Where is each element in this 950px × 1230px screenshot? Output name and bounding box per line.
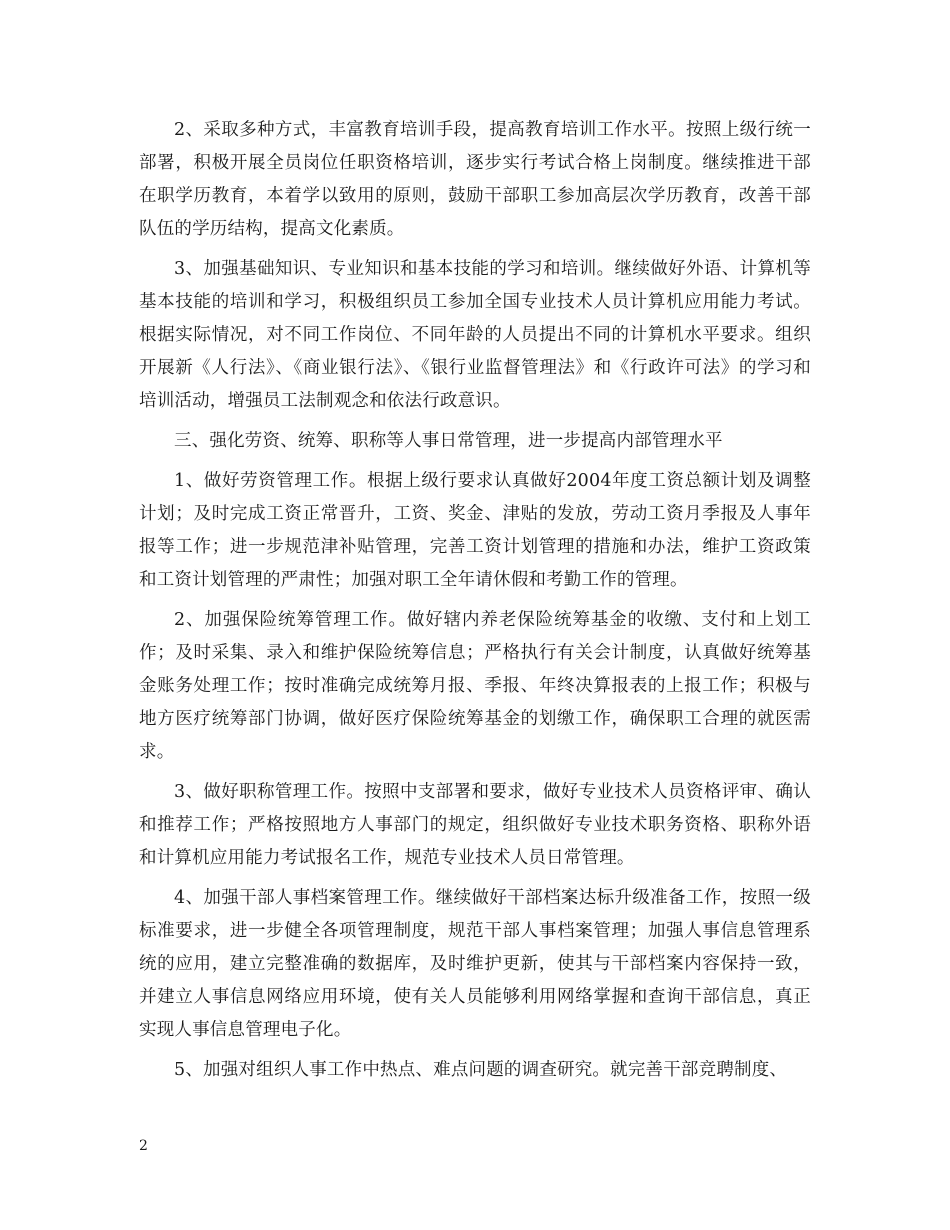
paragraph-professional-titles: 3、做好职称管理工作。按照中支部署和要求，做好专业技术人员资格评审、确认和推荐工作；严格按照地方人事部门的规定，组织做好专业技术职务资格、职称外语和计算机应用能力考试报名工作，规范专业技术人员日常管理。 xyxy=(139,782,811,868)
paragraph-labor-wages: 1、做好劳资管理工作。根据上级行要求认真做好2004年度工资总额计划及调整计划；及时完成工资正常晋升，工资、奖金、津贴的发放，劳动工资月季报及人事年报等工作；进一步规范津补贴管理，完善工资计划管理的措施和办法，维护工资政策和工资计划管理的严肃性；加强对职工全年请休假和考勤工作的管理。 xyxy=(139,471,811,590)
document-body xyxy=(139,114,811,1094)
page-number: 2 xyxy=(139,1138,148,1154)
section-heading-personnel-management: 三、强化劳资、统筹、职称等人事日常管理，进一步提高内部管理水平 xyxy=(174,431,723,451)
paragraph-training-methods: 2、采取多种方式，丰富教育培训手段，提高教育培训工作水平。按照上级行统一部署，积极开展全员岗位任职资格培训，逐步实行考试合格上岗制度。继续推进干部在职学历教育，本着学以致用的原则，鼓励干部职工参加高层次学历教育，改善干部队伍的学历结构，提高文化素质。 xyxy=(139,120,811,239)
paragraph-basic-skills: 3、加强基础知识、专业知识和基本技能的学习和培训。继续做好外语、计算机等基本技能的培训和学习，积极组织员工参加全国专业技术人员计算机应用能力考试。根据实际情况，对不同工作岗位、不同年龄的人员提出不同的计算机水平要求。组织开展新《人行法》、《商业银行法》、《银行业监督管理法》和《行政许可法》的学习和培训活动，增强员工法制观念和依法行政意识。 xyxy=(139,259,811,411)
paragraph-insurance: 2、加强保险统筹管理工作。做好辖内养老保险统筹基金的收缴、支付和上划工作；及时采集、录入和维护保险统筹信息；严格执行有关会计制度，认真做好统筹基金账务处理工作；按时准确完成统筹月报、季报、年终决算报表的上报工作；积极与地方医疗统筹部门协调，做好医疗保险统筹基金的划缴工作，确保职工合理的就医需求。 xyxy=(139,610,811,762)
paragraph-research: 5、加强对组织人事工作中热点、难点问题的调查研究。就完善干部竞聘制度、 xyxy=(174,1060,788,1080)
paragraph-personnel-archives: 4、加强干部人事档案管理工作。继续做好干部档案达标升级准备工作，按照一级标准要求，进一步健全各项管理制度，规范干部人事档案管理；加强人事信息管理系统的应用，建立完整准确的数据库，及时维护更新，使其与干部档案内容保持一致，并建立人事信息网络应用环境，使有关人员能够利用网络掌握和查询干部信息，真正实现人事信息管理电子化。 xyxy=(139,888,811,1040)
